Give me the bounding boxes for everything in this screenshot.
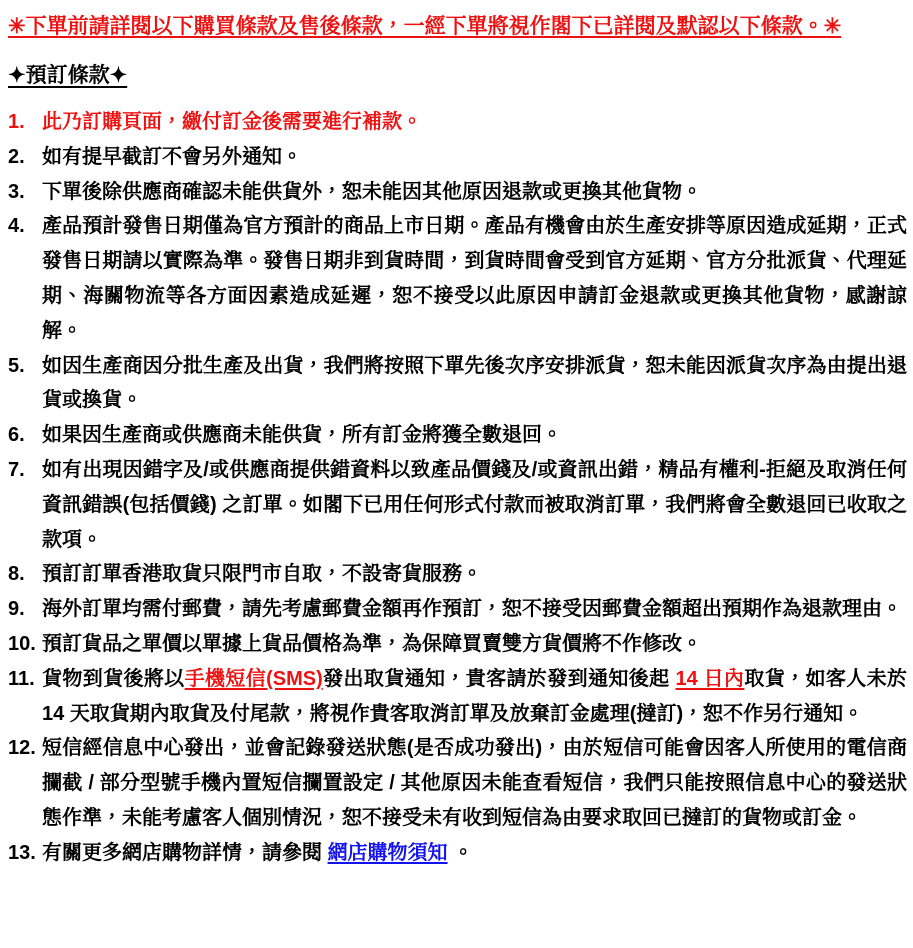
term-run: 如果因生產商或供應商未能供貨，所有訂金將獲全數退回。 [42, 424, 562, 447]
term-text [42, 627, 907, 662]
term-run: 有關更多網店購物詳情，請參閱 [42, 841, 328, 864]
term-item-6 [8, 418, 907, 453]
term-number: 10. [8, 632, 36, 655]
term-number: 12. [8, 737, 36, 760]
highlighted-red-phrase: 手機短信(SMS) [184, 667, 323, 690]
term-run: 如因生產商因分批生產及出貨，我們將按照下單先後次序安排派貨，恕未能因派貨次序為由提出退貨或換貨。 [42, 354, 907, 412]
section-title-text: ✦預訂條款✦ [8, 64, 128, 87]
term-number: 7. [8, 458, 25, 481]
term-text [42, 731, 907, 835]
highlighted-red-phrase: 14 日內 [675, 667, 745, 690]
term-item-3 [8, 175, 907, 210]
term-run: 預訂貨品之單價以單據上貨品價格為準，為保障買賣雙方貨價將不作修改。 [42, 632, 702, 655]
term-text [42, 453, 907, 557]
term-number: 2. [8, 145, 25, 168]
top-warning-notice [8, 10, 907, 44]
term-text [42, 418, 907, 453]
term-text [42, 140, 907, 175]
term-run: 下單後除供應商確認未能供貨外，恕未能因其他原因退款或更換其他貨物。 [42, 180, 702, 203]
term-item-10 [8, 627, 907, 662]
section-title-preorder-terms [8, 61, 907, 91]
term-item-2 [8, 140, 907, 175]
top-warning-notice-text: ✳下單前請詳閱以下購買條款及售後條款，一經下單將視作閣下已詳閱及默認以下條款。✳ [8, 15, 842, 38]
term-number: 13. [8, 841, 36, 864]
term-item-8 [8, 557, 907, 592]
term-run: 產品預計發售日期僅為官方預計的商品上市日期。產品有機會由於生產安排等原因造成延期，正式發售日期請以實際為準。發售日期非到貨時間，到貨時間會受到官方延期、官方分批派貨、代理延期、海關物流等各方面因素造成延遲，恕不接受以此原因申請訂金退款或更換其他貨物，感謝諒解。 [42, 215, 907, 342]
term-run: 海外訂單均需付郵費，請先考慮郵費金額再作預訂，恕不接受因郵費金額超出預期作為退款理由。 [42, 598, 902, 621]
term-run: 如有出現因錯字及/或供應商提供錯資料以致產品價錢及/或資訊出錯，精品有權利-拒絕及取消任何資訊錯誤(包括價錢) 之訂單。如閣下已用任何形式付款而被取消訂單，我們將會全數退回已收取之款項。 [42, 458, 907, 551]
term-text [42, 105, 907, 140]
term-item-13 [8, 836, 907, 871]
term-text [42, 557, 907, 592]
term-text [42, 209, 907, 348]
term-run: 。 [447, 841, 474, 864]
term-run: 此乃訂購頁面，繳付訂金後需要進行補款。 [42, 111, 422, 133]
term-number: 5. [8, 354, 25, 377]
term-item-5 [8, 349, 907, 419]
term-item-12 [8, 731, 907, 835]
term-run: 發出取貨通知，貴客請於發到通知後起 [322, 667, 676, 690]
term-text [42, 175, 907, 210]
term-run: 如有提早截訂不會另外通知。 [42, 145, 302, 168]
term-run: 取貨，如客人未於 14 天取貨期內取貨及付尾款，將視作貴客取消訂單及放棄訂金處理(撻訂)，恕不作另行通知。 [42, 667, 908, 725]
term-text [42, 349, 907, 419]
term-run: 短信經信息中心發出，並會記錄發送狀態(是否成功發出)，由於短信可能會因客人所使用的電信商攔截 / 部分型號手機內置短信攔置設定 / 其他原因未能查看短信，我們只能按照信息中心的發送狀態作準，未能考慮客人個別情況，恕不接受未有收到短信為由要求取回已撻訂的貨物或訂金。 [42, 737, 907, 829]
term-item-7 [8, 453, 907, 557]
term-number: 6. [8, 424, 25, 447]
term-number: 8. [8, 563, 25, 586]
term-run: 貨物到貨後將以 [42, 667, 185, 690]
term-number: 1. [8, 111, 25, 133]
term-number: 4. [8, 215, 25, 238]
term-number: 11. [8, 667, 35, 690]
term-number: 3. [8, 180, 25, 203]
term-run: 預訂訂單香港取貨只限門市自取，不設寄貨服務。 [42, 563, 482, 586]
term-item-11 [8, 662, 907, 732]
term-text [42, 662, 907, 732]
term-number: 9. [8, 598, 25, 621]
term-text [42, 592, 907, 627]
term-item-1 [8, 105, 907, 140]
term-item-9 [8, 592, 907, 627]
terms-list [8, 105, 907, 871]
term-item-4 [8, 209, 907, 348]
term-text [42, 836, 907, 871]
store-shopping-notice-link[interactable]: 網店購物須知 [327, 841, 448, 864]
